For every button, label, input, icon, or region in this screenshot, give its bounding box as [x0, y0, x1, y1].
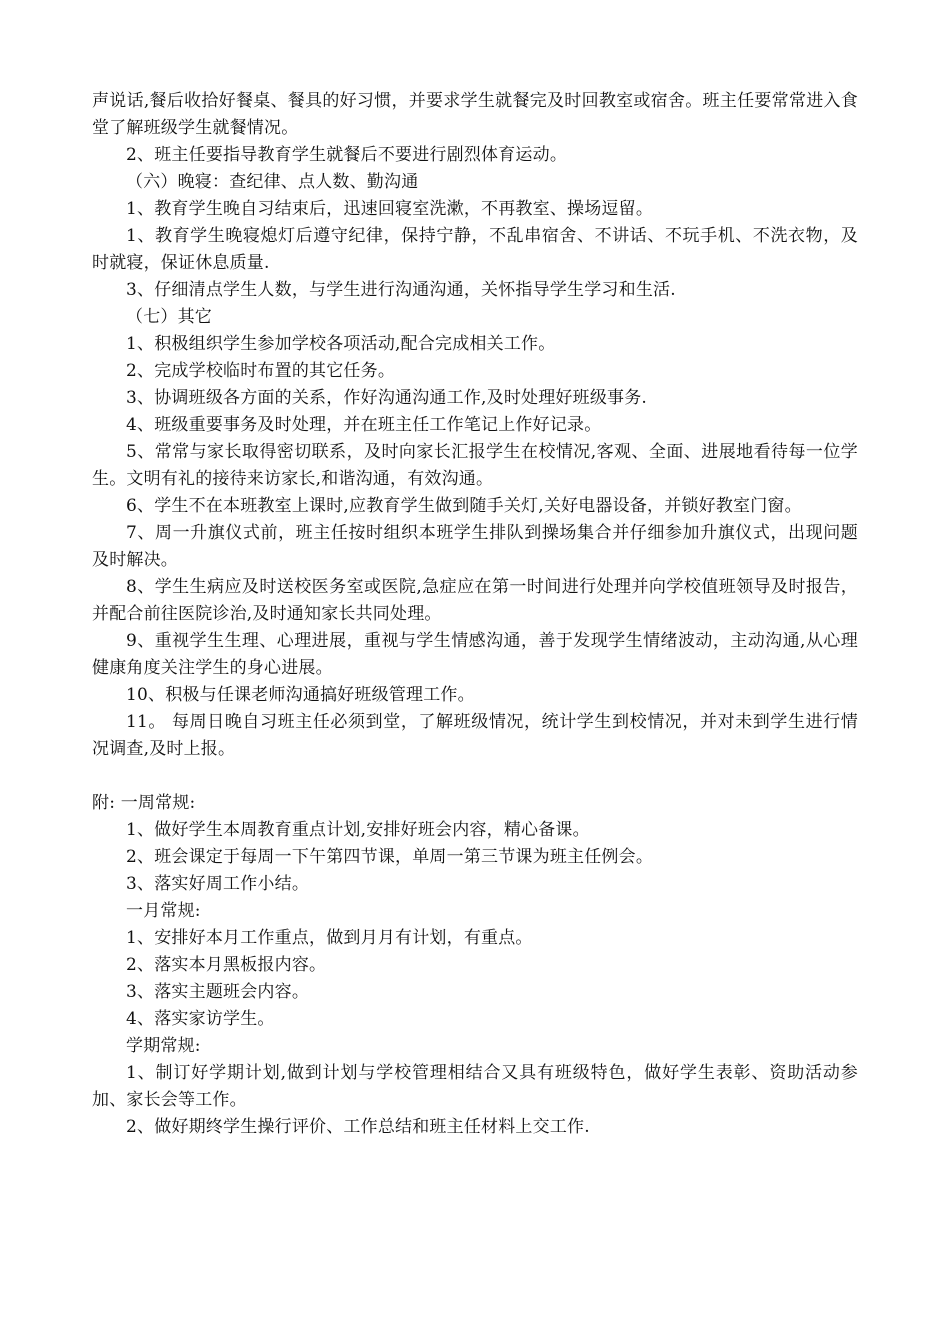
- list-item: 5、常常与家长取得密切联系，及时向家长汇报学生在校情况,客观、全面、进展地看待每一位学生。文明有礼的接待来访家长,和谐沟通，有效沟通。: [92, 442, 858, 489]
- appendix-term-heading: 学期常规:: [126, 1036, 201, 1056]
- list-item: 1、教育学生晚寝熄灯后遵守纪律，保持宁静，不乱串宿舍、不讲话、不玩手机、不洗衣物，及时就寝，保证休息质量.: [92, 226, 858, 273]
- list-item: 3、落实主题班会内容。: [126, 982, 310, 1002]
- section-heading-evening: （六）晚寝：查纪律、点人数、勤沟通: [126, 172, 419, 192]
- list-item: 2、做好期终学生操行评价、工作总结和班主任材料上交工作.: [126, 1117, 590, 1137]
- list-item: 1、教育学生晚自习结束后，迅速回寝室洗漱，不再教室、操场逗留。: [126, 199, 654, 219]
- list-item: 1、安排好本月工作重点，做到月月有计划，有重点。: [126, 928, 533, 948]
- list-item: 2、落实本月黑板报内容。: [126, 955, 327, 975]
- list-item: 1、做好学生本周教育重点计划,安排好班会内容，精心备课。: [126, 820, 590, 840]
- list-item: 11。 每周日晚自习班主任必须到堂，了解班级情况，统计学生到校情况，并对未到学生进行情况调查,及时上报。: [92, 712, 858, 759]
- list-item: 7、周一升旗仪式前，班主任按时组织本班学生排队到操场集合并仔细参加升旗仪式，出现问题及时解决。: [92, 523, 858, 570]
- list-item: 4、落实家访学生。: [126, 1009, 275, 1029]
- paragraph-dining-habits: 声说话,餐后收拾好餐桌、餐具的好习惯，并要求学生就餐完及时回教室或宿舍。班主任要常常进入食堂了解班级学生就餐情况。: [92, 91, 858, 138]
- list-item: 10、积极与任课老师沟通搞好班级管理工作。: [126, 685, 475, 705]
- list-item: 6、学生不在本班教室上课时,应教育学生做到随手关灯,关好电器设备，并锁好教室门窗。: [126, 496, 802, 516]
- paragraph-no-exercise: 2、班主任要指导教育学生就餐后不要进行剧烈体育运动。: [126, 145, 568, 165]
- list-item: 2、完成学校临时布置的其它任务。: [126, 361, 396, 381]
- list-item: 2、班会课定于每周一下午第四节课，单周一第三节课为班主任例会。: [126, 847, 654, 867]
- list-item: 3、落实好周工作小结。: [126, 874, 310, 894]
- section-heading-other: （七）其它: [126, 307, 212, 327]
- blank-line: [92, 763, 858, 790]
- list-item: 9、重视学生生理、心理进展，重视与学生情感沟通，善于发现学生情绪波动，主动沟通,从心理健康角度关注学生的身心进展。: [92, 631, 858, 678]
- list-item: 3、协调班级各方面的关系，作好沟通沟通工作,及时处理好班级事务.: [126, 388, 648, 408]
- appendix-monthly-heading: 一月常规:: [126, 901, 201, 921]
- list-item: 1、制订好学期计划,做到计划与学校管理相结合又具有班级特色，做好学生表彰、资助活动参加、家长会等工作。: [92, 1063, 858, 1110]
- list-item: 4、班级重要事务及时处理，并在班主任工作笔记上作好记录。: [126, 415, 602, 435]
- appendix-weekly-heading: 附: 一周常规:: [92, 793, 196, 813]
- list-item: 3、仔细清点学生人数，与学生进行沟通沟通，关怀指导学生学习和生活.: [126, 280, 676, 300]
- list-item: 1、积极组织学生参加学校各项活动,配合完成相关工作。: [126, 334, 556, 354]
- list-item: 8、学生生病应及时送校医务室或医院,急症应在第一时间进行处理并向学校值班领导及时报告，并配合前往医院诊治,及时通知家长共同处理。: [92, 577, 858, 624]
